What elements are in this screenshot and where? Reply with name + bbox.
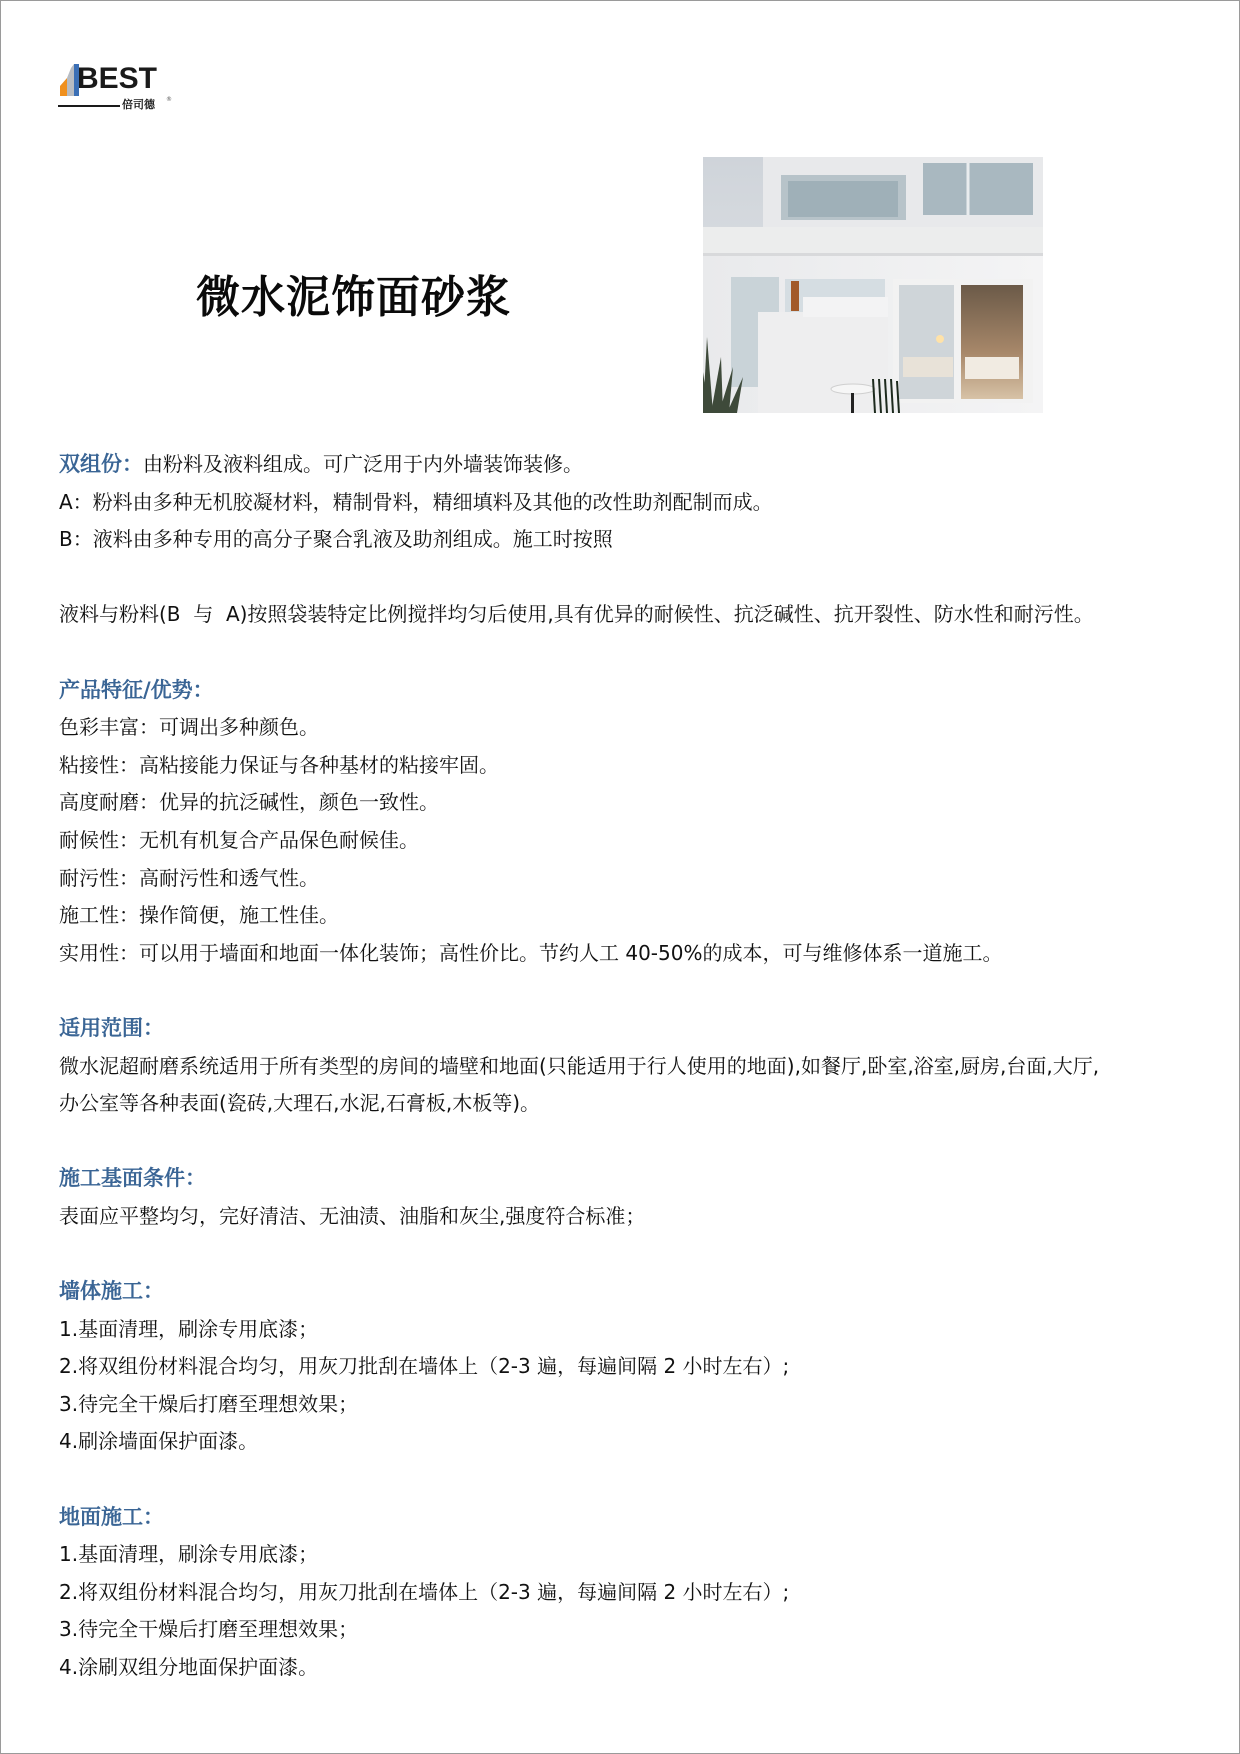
feature-item: 粘接性：高粘接能力保证与各种基材的粘接牢固。 — [59, 752, 499, 777]
spacer — [59, 972, 1189, 1010]
spacer — [59, 559, 1189, 597]
feature-item: 高度耐磨：优异的抗泛碱性，颜色一致性。 — [59, 790, 439, 815]
mixing-usage-line: 液料与粉料(B 与 A)按照袋装特定比例搅拌均匀后使用,具有优异的耐候性、抗泛碱性、抗开裂性、防水性和耐污性。 — [59, 602, 1094, 627]
registered-mark-icon: ® — [166, 96, 172, 103]
feature-item: 耐污性：高耐污性和透气性。 — [59, 865, 319, 890]
logo-brand-text: BEST — [77, 62, 158, 95]
substrate-line: 表面应平整均匀，完好清洁、无油渍、油脂和灰尘,强度符合标准； — [59, 1203, 646, 1228]
scope-heading: 适用范围： — [59, 1015, 164, 1040]
wall-step: 1.基面清理，刷涂专用底漆； — [59, 1316, 319, 1341]
component-b-line: B：液料由多种专用的高分子聚合乳液及助剂组成。施工时按照 — [59, 527, 613, 552]
spacer — [59, 1123, 1189, 1161]
wall-application-section — [59, 1273, 1189, 1461]
substrate-section — [59, 1160, 1189, 1235]
wall-application-heading: 墙体施工： — [59, 1279, 164, 1304]
scope-section — [59, 1010, 1189, 1123]
feature-item: 实用性：可以用于墙面和地面一体化装饰；高性价比。节约人工 40-50%的成本，可与维修体系一道施工。 — [59, 940, 1003, 965]
wall-step: 2.将双组份材料混合均匀，用灰刀批刮在墙体上（2-3 遍，每遍间隔 2 小时左右）; — [59, 1354, 790, 1379]
floor-step: 3.待完全干燥后打磨至理想效果； — [59, 1617, 359, 1642]
feature-item: 施工性：操作简便，施工性佳。 — [59, 903, 339, 928]
feature-item: 色彩丰富：可调出多种颜色。 — [59, 715, 319, 740]
wall-step: 3.待完全干燥后打磨至理想效果； — [59, 1391, 359, 1416]
substrate-heading: 施工基面条件： — [59, 1166, 206, 1191]
feature-item: 耐候性：无机有机复合产品保色耐候佳。 — [59, 827, 419, 852]
brand-logo — [58, 64, 178, 114]
scope-line: 微水泥超耐磨系统适用于所有类型的房间的墙壁和地面(只能适用于行人使用的地面),如餐厅,卧室,浴室,厨房,台面,大厅, — [59, 1053, 1100, 1078]
spacer — [59, 1461, 1189, 1499]
dual-component-text: 由粉料及液料组成。可广泛用于内外墙装饰装修。 — [143, 452, 583, 476]
intro-line — [59, 446, 1189, 484]
logo-underline — [58, 105, 120, 107]
floor-step: 4.涂刷双组分地面保护面漆。 — [59, 1655, 319, 1679]
features-heading: 产品特征/优势： — [59, 677, 214, 702]
spacer — [59, 634, 1189, 672]
floor-application-section — [59, 1499, 1189, 1687]
hero-photo — [703, 157, 1043, 413]
features-section — [59, 672, 1189, 973]
floor-application-heading: 地面施工： — [59, 1504, 164, 1529]
building-photo-illustration — [703, 157, 1043, 413]
floor-step: 1.基面清理，刷涂专用底漆； — [59, 1542, 319, 1567]
spacer — [59, 1235, 1189, 1273]
component-a-line: A：粉料由多种无机胶凝材料，精制骨料，精细填料及其他的改性助剂配制而成。 — [59, 489, 773, 514]
document-title: 微水泥饰面砂浆 — [196, 272, 511, 323]
document-body — [59, 446, 1189, 1687]
scope-line: 办公室等各种表面(瓷砖,大理石,水泥,石膏板,木板等)。 — [59, 1091, 541, 1116]
floor-step: 2.将双组份材料混合均匀，用灰刀批刮在墙体上（2-3 遍，每遍间隔 2 小时左右）; — [59, 1579, 790, 1604]
logo-chinese-name: 倍司德 — [122, 98, 155, 111]
wall-step: 4.刷涂墙面保护面漆。 — [59, 1429, 259, 1454]
dual-component-label: 双组份： — [59, 452, 143, 476]
